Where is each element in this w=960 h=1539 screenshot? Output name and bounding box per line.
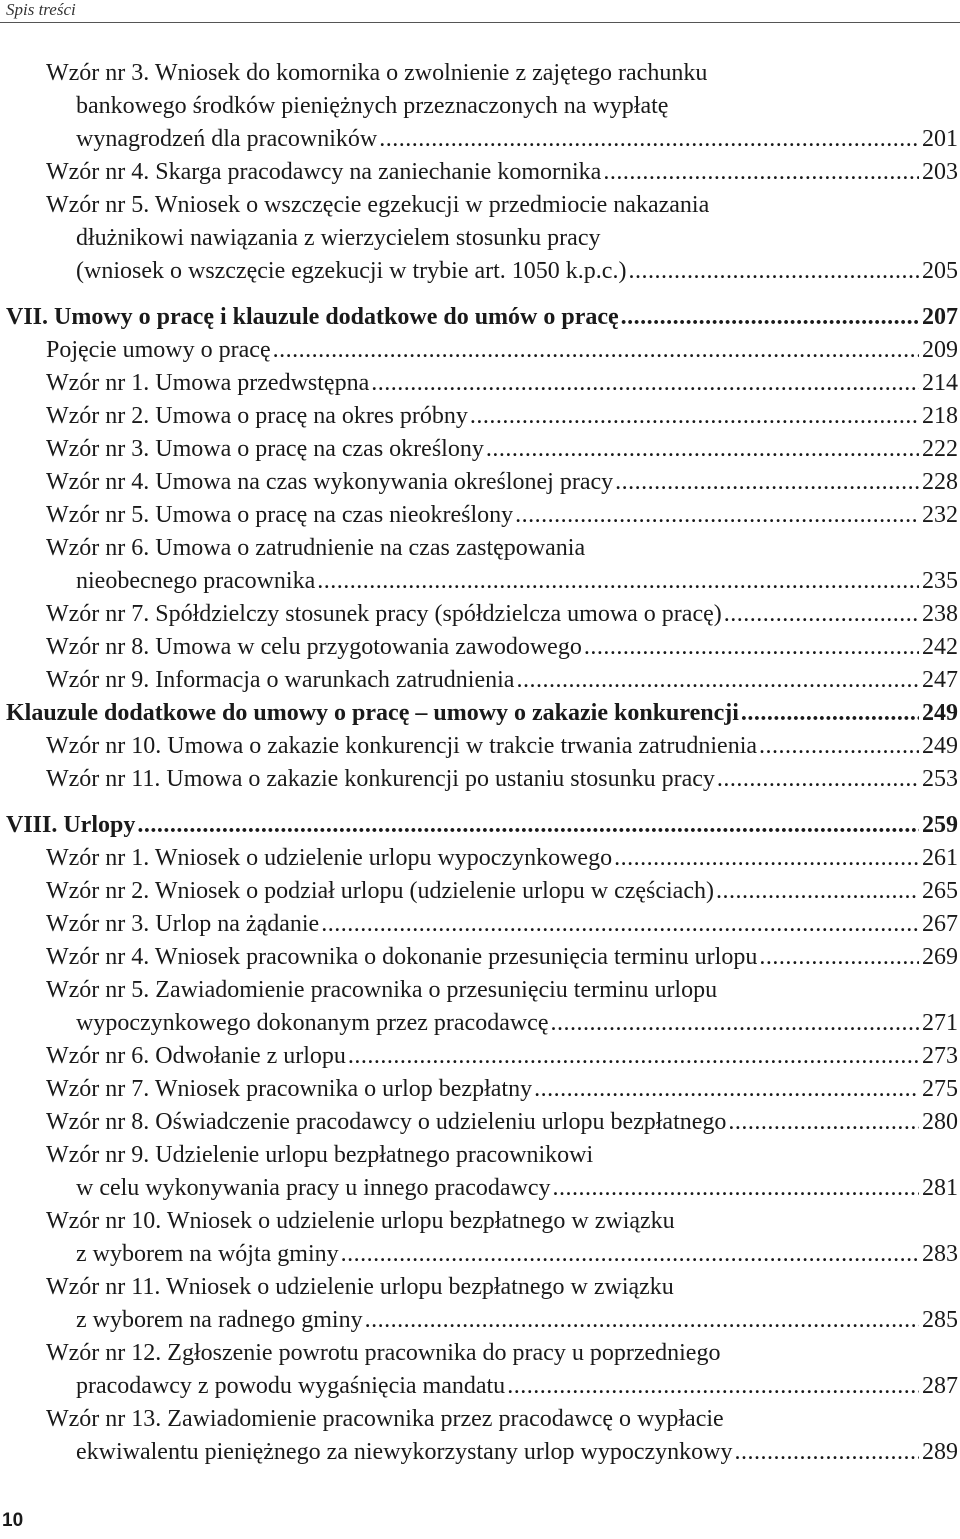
toc-entry-title: Wzór nr 13. Zawiadomienie pracownika przez pracodawcę o wypłacie [46,1406,724,1432]
toc-page-number: 232 [922,502,958,528]
toc-entry-title: Wzór nr 4. Umowa na czas wykonywania określonej pracy [46,469,614,495]
dot-leader [734,1436,919,1469]
toc-entry-title: Wzór nr 2. Umowa o pracę na okres próbny [46,403,468,429]
toc-page-number: 222 [922,436,958,462]
dot-leader [615,466,919,499]
dot-leader [614,842,919,875]
dot-leader [728,1106,919,1139]
toc-page-number: 285 [922,1307,958,1333]
toc-entry[interactable] [6,499,958,532]
dot-leader [317,565,919,598]
toc-entry-title: Pojęcie umowy o pracę [46,337,271,363]
toc-page-number: 205 [922,258,958,284]
toc-page-number: 269 [922,944,958,970]
toc-entry-title: wynagrodzeń dla pracowników [76,126,378,152]
dot-leader [470,400,919,433]
toc-entry-title: Wzór nr 10. Umowa o zakazie konkurencji w trakcie trwania zatrudnienia [46,733,758,759]
dot-leader [507,1370,919,1403]
dot-leader [534,1073,919,1106]
toc-entry[interactable] [6,1139,958,1205]
toc-page-number: 214 [922,370,958,396]
toc-entry[interactable] [6,730,958,763]
dot-leader [759,730,919,763]
dot-leader [516,664,919,697]
toc-entry[interactable] [6,631,958,664]
dot-leader [716,875,919,908]
toc-page-number: 287 [922,1373,958,1399]
dot-leader [515,499,919,532]
toc-entry-title: Wzór nr 7. Spółdzielczy stosunek pracy (spółdzielcza umowa o pracę) [46,601,722,627]
toc-entry[interactable] [6,941,958,974]
toc-entry-title: Wzór nr 5. Umowa o pracę na czas nieokreślony [46,502,514,528]
dot-leader [603,156,919,189]
toc-entry-title: Klauzule dodatkowe do umowy o pracę – umowy o zakazie konkurencji [6,700,739,726]
toc-entry[interactable] [6,809,958,842]
toc-entry-title: Wzór nr 3. Wniosek do komornika o zwolnienie z zajętego rachunku [46,60,708,86]
toc-page-number: 253 [922,766,958,792]
toc-entry[interactable] [6,466,958,499]
toc-entry-title: z wyborem na radnego gminy [76,1307,363,1333]
toc-entry-title: Wzór nr 3. Umowa o pracę na czas określony [46,436,484,462]
toc-entry-title: Wzór nr 7. Wniosek pracownika o urlop bezpłatny [46,1076,533,1102]
toc-entry-title: Wzór nr 11. Wniosek o udzielenie urlopu bezpłatnego w związku [46,1274,674,1300]
toc-entry-title: Wzór nr 4. Wniosek pracownika o dokonanie przesunięcia terminu urlopu [46,944,758,970]
toc-page-number: 275 [922,1076,958,1102]
dot-leader [628,255,919,288]
toc-entry[interactable] [6,367,958,400]
toc-entry[interactable] [6,974,958,1040]
toc-page-number: 203 [922,159,958,185]
toc-page-number: 259 [922,812,958,838]
toc-page-number: 228 [922,469,958,495]
dot-leader [137,809,919,842]
toc-entry[interactable] [6,697,958,730]
toc-entry[interactable] [6,57,958,156]
toc-entry-title: Wzór nr 5. Wniosek o wszczęcie egzekucji w przedmiocie nakazania [46,192,710,218]
dot-leader [724,598,919,631]
toc-entry-title: Wzór nr 3. Urlop na żądanie [46,911,320,937]
toc-entry[interactable] [6,1271,958,1337]
toc-entry[interactable] [6,763,958,796]
dot-leader [486,433,919,466]
toc-entry[interactable] [6,400,958,433]
toc-entry[interactable] [6,875,958,908]
toc-entry-title: Wzór nr 8. Umowa w celu przygotowania zawodowego [46,634,582,660]
toc-entry[interactable] [6,1106,958,1139]
toc-entry-title: z wyborem na wójta gminy [76,1241,339,1267]
toc-entry[interactable] [6,598,958,631]
toc-page-number: 218 [922,403,958,429]
running-header: Spis treści [6,0,76,19]
toc-entry[interactable] [6,1403,958,1469]
toc-page-number: 247 [922,667,958,693]
dot-leader [550,1007,919,1040]
dot-leader [553,1172,920,1205]
toc-entry[interactable] [6,433,958,466]
toc-entry[interactable] [6,189,958,288]
toc-entry-title: Wzór nr 6. Umowa o zatrudnienie na czas zastępowania [46,535,586,561]
toc-entry[interactable] [6,1073,958,1106]
toc-entry[interactable] [6,842,958,875]
table-of-contents [6,57,958,1469]
toc-entry[interactable] [6,1040,958,1073]
toc-entry-title: Wzór nr 10. Wniosek o udzielenie urlopu bezpłatnego w związku [46,1208,675,1234]
toc-entry-title: Wzór nr 1. Umowa przedwstępna [46,370,370,396]
toc-entry-title: Wzór nr 9. Udzielenie urlopu bezpłatnego pracownikowi [46,1142,594,1168]
toc-entry[interactable] [6,664,958,697]
dot-leader [621,301,919,334]
toc-page-number: 281 [922,1175,958,1201]
toc-entry[interactable] [6,334,958,367]
toc-page-number: 261 [922,845,958,871]
toc-entry-title: VII. Umowy o pracę i klauzule dodatkowe do umów o pracę [6,304,619,330]
toc-page-number: 201 [922,126,958,152]
toc-entry-title: Wzór nr 5. Zawiadomienie pracownika o przesunięciu terminu urlopu [46,977,718,1003]
toc-page-number: 289 [922,1439,958,1465]
page-number: 10 [2,1510,24,1531]
toc-page-number: 249 [922,733,958,759]
toc-entry-title: Wzór nr 9. Informacja o warunkach zatrudnienia [46,667,515,693]
toc-entry-title: (wniosek o wszczęcie egzekucji w trybie art. 1050 k.p.c.) [76,258,627,284]
dot-leader [759,941,919,974]
toc-page-number: 235 [922,568,958,594]
toc-page-number: 207 [922,304,958,330]
toc-page-number: 249 [922,700,958,726]
dot-leader [365,1304,919,1337]
toc-entry-title: Wzór nr 4. Skarga pracodawcy na zaniechanie komornika [46,159,602,185]
toc-entry-title: bankowego środków pieniężnych przeznaczonych na wypłatę [76,93,669,119]
toc-page-number: 265 [922,878,958,904]
toc-entry-title: pracodawcy z powodu wygaśnięcia mandatu [76,1373,506,1399]
toc-entry-title: VIII. Urlopy [6,812,136,838]
dot-leader [379,123,919,156]
toc-entry-title: Wzór nr 6. Odwołanie z urlopu [46,1043,346,1069]
toc-entry-title: Wzór nr 8. Oświadczenie pracodawcy o udzieleniu urlopu bezpłatnego [46,1109,727,1135]
dot-leader [584,631,919,664]
toc-entry-title: nieobecnego pracownika [76,568,316,594]
toc-page-number: 280 [922,1109,958,1135]
toc-page-number: 238 [922,601,958,627]
toc-page-number: 273 [922,1043,958,1069]
dot-leader [273,334,919,367]
toc-entry[interactable] [6,1337,958,1403]
toc-page-number: 242 [922,634,958,660]
toc-entry-title: Wzór nr 2. Wniosek o podział urlopu (udzielenie urlopu w częściach) [46,878,714,904]
toc-entry-title: Wzór nr 12. Zgłoszenie powrotu pracownika do pracy u poprzedniego [46,1340,721,1366]
dot-leader [717,763,919,796]
toc-entry-title: Wzór nr 1. Wniosek o udzielenie urlopu wypoczynkowego [46,845,613,871]
toc-entry-title: w celu wykonywania pracy u innego pracodawcy [76,1175,551,1201]
dot-leader [371,367,919,400]
toc-entry-title: ekwiwalentu pieniężnego za niewykorzystany urlop wypoczynkowy [76,1439,733,1465]
toc-entry[interactable] [6,156,958,189]
toc-entry[interactable] [6,532,958,598]
toc-page-number: 267 [922,911,958,937]
dot-leader [741,697,919,730]
toc-entry-title: Wzór nr 11. Umowa o zakazie konkurencji po ustaniu stosunku pracy [46,766,715,792]
toc-entry-title: dłużnikowi nawiązania z wierzycielem stosunku pracy [76,225,601,251]
toc-page-number: 283 [922,1241,958,1267]
dot-leader [348,1040,919,1073]
toc-entry[interactable] [6,301,958,334]
toc-page-number: 271 [922,1010,958,1036]
toc-page-number: 209 [922,337,958,363]
header-rule [0,22,960,23]
toc-entry[interactable] [6,908,958,941]
toc-entry-title: wypoczynkowego dokonanym przez pracodawcę [76,1010,549,1036]
dot-leader [321,908,919,941]
toc-entry[interactable] [6,1205,958,1271]
dot-leader [341,1238,919,1271]
